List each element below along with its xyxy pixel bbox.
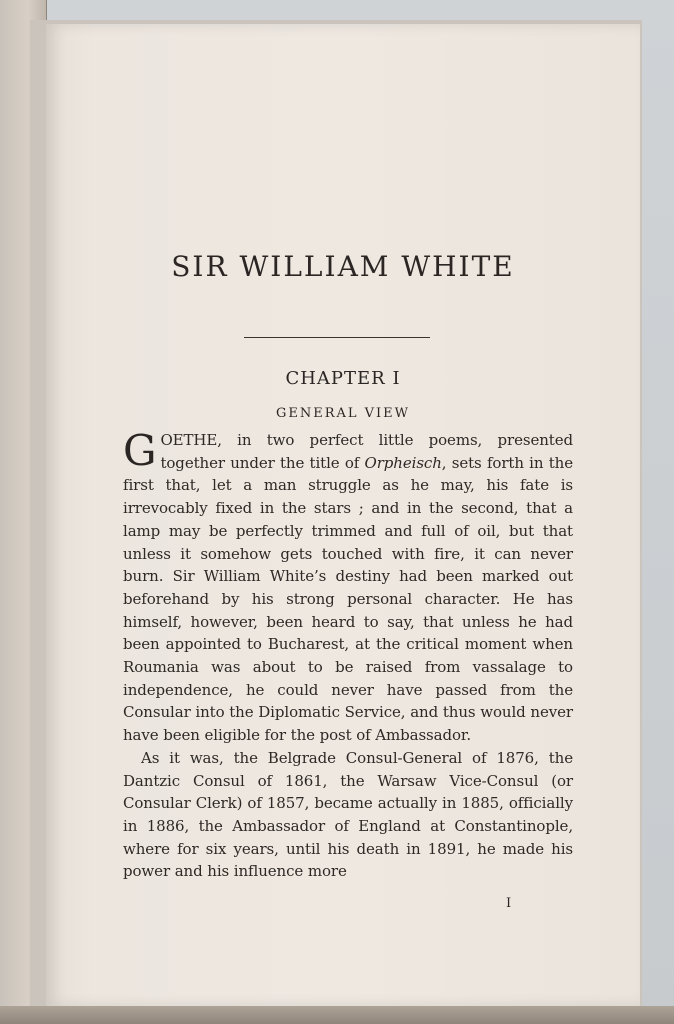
paragraph-1-rest: , sets forth in the first that, let a man struggle as he may, his fate is irrevocably fixed in the stars ; and in the second, that a lamp may be perfectly trimmed and full of oil, but that unless it somehow gets touched with fire, it can never burn. Sir William White’s destiny had been marked out beforehand by his strong personal character. He has himself, however, been heard to say, that unless he had been appointed to Bucharest, at the critical moment when Roumania was about to be raised from vassalage to independence, he could never have passed from the Consular into the Diplomatic Service, and thus would never have been eligible for the post of Ambassador. xyxy=(123,453,573,745)
paragraph-1-italic: Orpheisch xyxy=(364,453,442,472)
book-page xyxy=(46,24,640,1006)
paragraph-1-start: OETHE, in two perfect little poems, presented together under the title of xyxy=(160,431,573,472)
table-surface xyxy=(0,1006,674,1024)
chapter-body xyxy=(123,426,573,883)
drop-cap-letter: G xyxy=(123,426,157,475)
chapter-subtitle: GENERAL VIEW xyxy=(275,406,411,421)
page-number: I xyxy=(506,896,512,911)
chapter-heading: CHAPTER I xyxy=(285,368,401,389)
book-title: SIR WILLIAM WHITE xyxy=(171,250,515,283)
paragraph-2: As it was, the Belgrade Consul-General of 1876, the Dantzic Consul of 1861, the Warsaw Vice-Consul (or Consular Clerk) of 1857, became actually in 1885, officially in 1886, the Ambassador of England at Constantinople, where for six years, until his death in 1891, he made his power and his influence more xyxy=(123,748,573,881)
title-divider xyxy=(244,337,430,338)
paragraph-1 xyxy=(123,426,573,747)
